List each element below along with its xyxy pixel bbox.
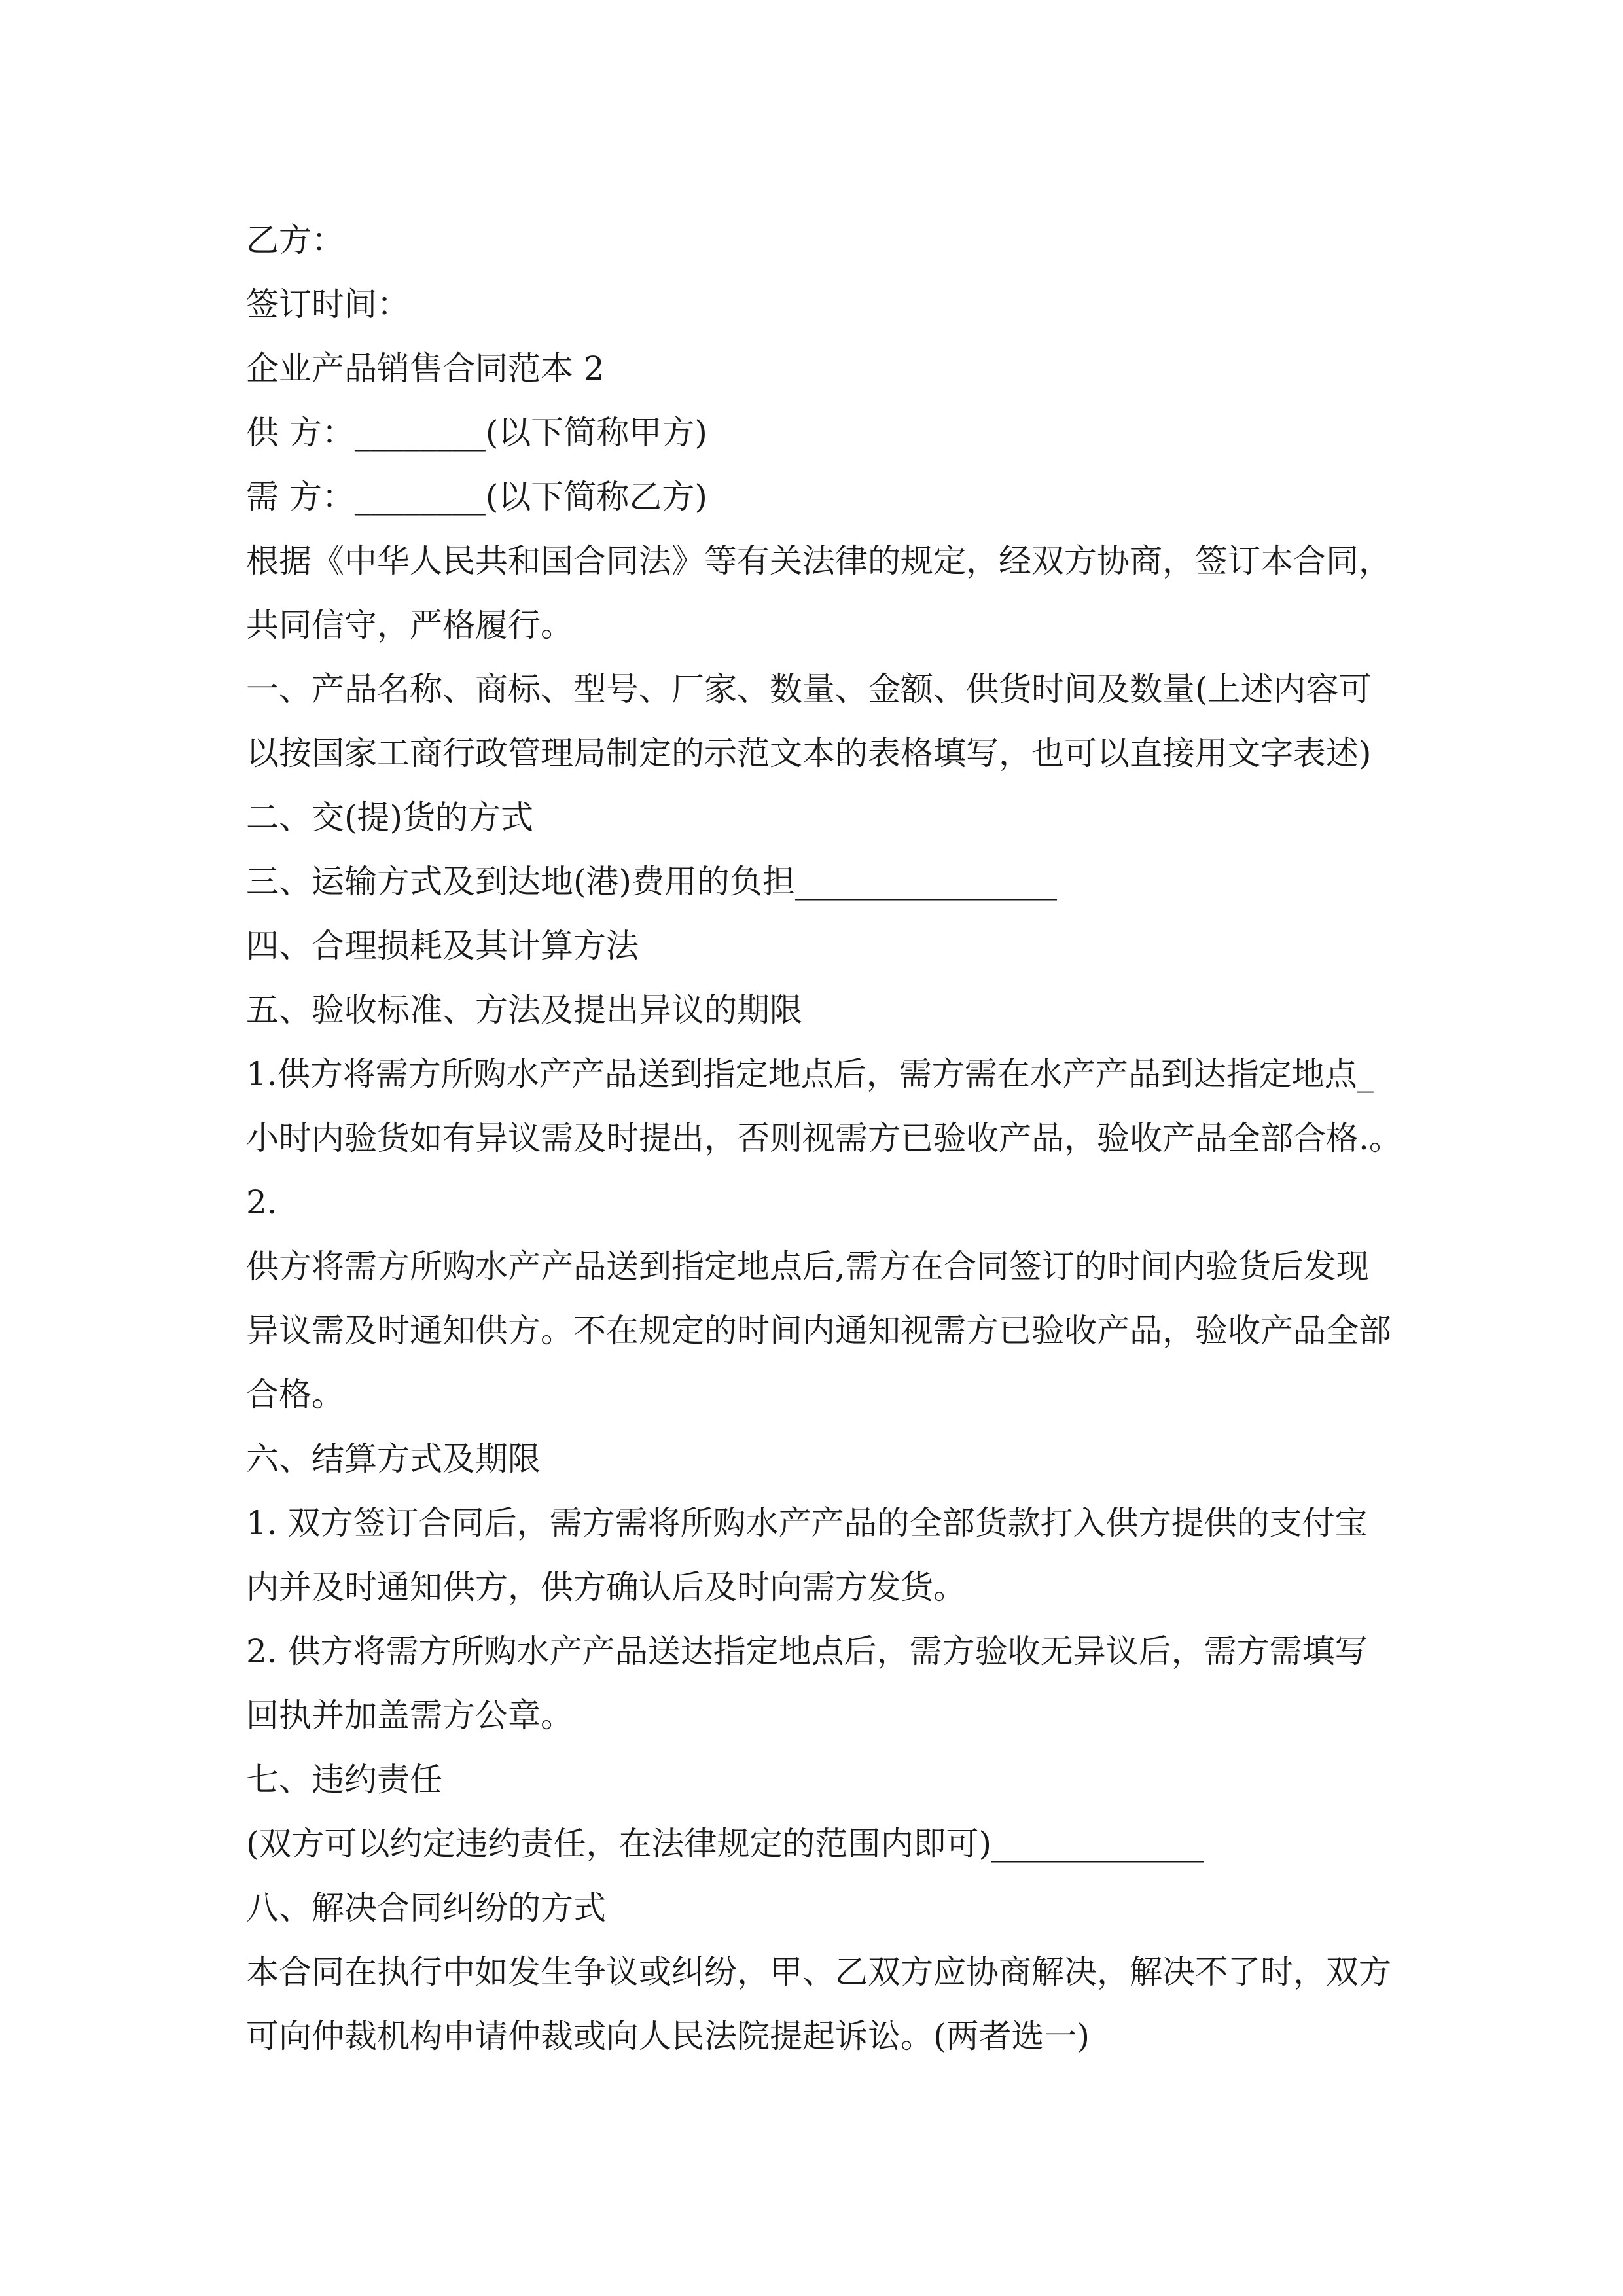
section-5-item-1-line-1: 1.供方将需方所购水产产品送到指定地点后，需方需在水产产品到达指定地点_ <box>246 1055 1374 1093</box>
section-5-item-2-line-2: 异议需及时通知供方。不在规定的时间内通知视需方已验收产品，验收产品全部 <box>246 1312 1391 1350</box>
section-6-item-1-line-2: 内并及时通知供方，供方确认后及时向需方发货。 <box>246 1568 966 1606</box>
section-8-body-line-2: 可向仲裁机构申请仲裁或向人民法院提起诉讼。(两者选一) <box>246 2017 1090 2055</box>
buyer-line: 需 方：________(以下简称乙方) <box>246 478 707 516</box>
section-5-heading: 五、验收标准、方法及提出异议的期限 <box>246 991 802 1029</box>
document-body <box>246 208 1402 2068</box>
section-1-line-2: 以按国家工商行政管理局制定的示范文本的表格填写，也可以直接用文字表述) <box>246 734 1372 772</box>
section-5-item-2-number: 2. <box>246 1183 277 1221</box>
section-8-body-line-1: 本合同在执行中如发生争议或纠纷，甲、乙双方应协商解决，解决不了时，双方 <box>246 1953 1391 1991</box>
supplier-line: 供 方：________(以下简称甲方) <box>246 414 707 452</box>
section-5-item-1-line-2: 小时内验货如有异议需及时提出，否则视需方已验收产品，验收产品全部合格.。 <box>246 1119 1402 1157</box>
section-5-item-2-line-1: 供方将需方所购水产产品送到指定地点后,需方在合同签订的时间内验货后发现 <box>246 1247 1369 1285</box>
signing-date-line: 签订时间： <box>246 285 410 323</box>
section-2-heading: 二、交(提)货的方式 <box>246 798 534 836</box>
section-6-item-2-line-2: 回执并加盖需方公章。 <box>246 1696 573 1734</box>
party-b-line: 乙方： <box>246 221 344 259</box>
section-7-heading: 七、违约责任 <box>246 1761 442 1799</box>
section-4-heading: 四、合理损耗及其计算方法 <box>246 927 639 965</box>
section-6-item-2-line-1: 2. 供方将需方所购水产产品送达指定地点后，需方验收无异议后，需方需填写 <box>246 1632 1368 1670</box>
section-3-heading: 三、运输方式及到达地(港)费用的负担________________ <box>246 863 1058 901</box>
section-8-heading: 八、解决合同纠纷的方式 <box>246 1889 606 1927</box>
section-6-item-1-line-1: 1. 双方签订合同后，需方需将所购水产产品的全部货款打入供方提供的支付宝 <box>246 1504 1368 1542</box>
section-5-item-2-line-3: 合格。 <box>246 1376 344 1414</box>
preamble-line-2: 共同信守，严格履行。 <box>246 606 573 644</box>
contract-title: 企业产品销售合同范本 2 <box>246 350 605 387</box>
section-1-line-1: 一、产品名称、商标、型号、厂家、数量、金额、供货时间及数量(上述内容可 <box>246 670 1372 708</box>
section-6-heading: 六、结算方式及期限 <box>246 1440 541 1478</box>
preamble-line-1: 根据《中华人民共和国合同法》等有关法律的规定，经双方协商，签订本合同， <box>246 542 1391 580</box>
section-7-body: (双方可以约定违约责任，在法律规定的范围内即可)_____________ <box>246 1825 1205 1863</box>
